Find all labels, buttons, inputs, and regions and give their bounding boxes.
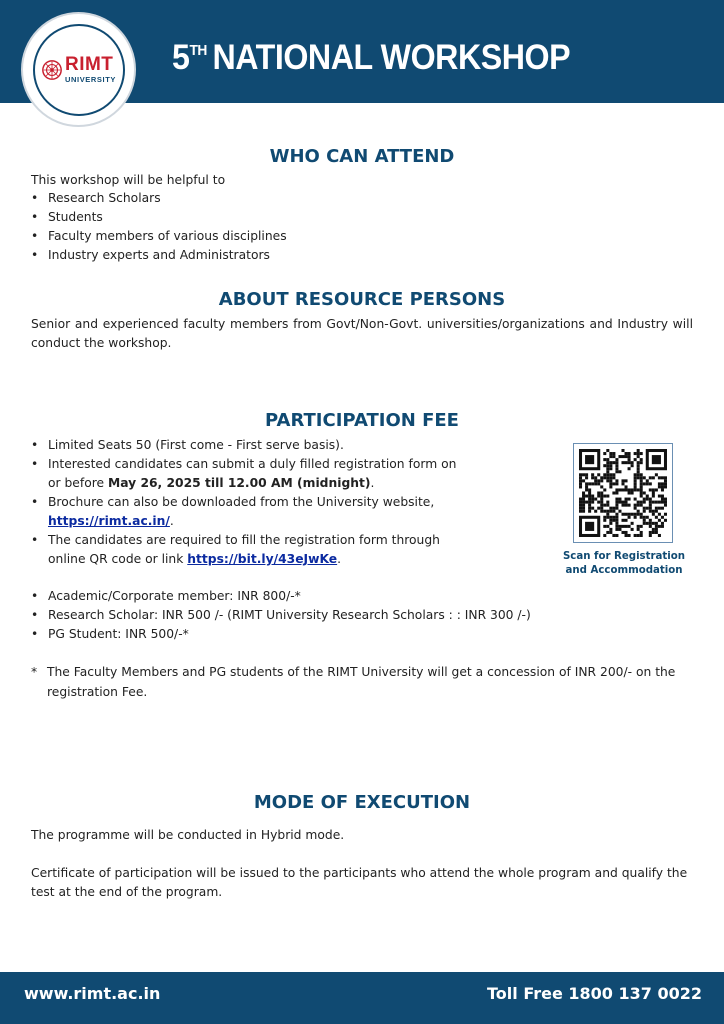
fee-list [31, 587, 691, 644]
who-can-attend-heading: WHO CAN ATTEND [269, 146, 455, 167]
footer-bar [0, 972, 724, 1024]
list-item: • PG Student: INR 500/-* [31, 625, 691, 644]
list-item: • Students [31, 208, 287, 227]
qr-caption: Scan for Registration and Accommodation [562, 551, 686, 576]
logo-sub-text: UNIVERSITY [64, 75, 116, 85]
footer-website[interactable]: www.rimt.ac.in [24, 984, 161, 1003]
attendee-list [31, 189, 287, 265]
deadline-text: May 26, 2025 till 12.00 AM (midnight) [107, 476, 371, 490]
list-item: • Research Scholar: INR 500 /- (RIMT University Research Scholars : : INR 300 /-) [31, 606, 691, 625]
certificate-text: Certificate of participation will be issued to the participants who attend the whole program and qualify the test at the end of the program. [31, 866, 688, 899]
list-item: • Interested candidates can submit a duly filled registration form on or before May 26, 2025 till 12.00 AM (midnight). [31, 455, 463, 493]
participation-fee-heading: PARTICIPATION FEE [265, 410, 459, 431]
list-item: • Limited Seats 50 (First come - First serve basis). [31, 436, 463, 455]
list-item: • Academic/Corporate member: INR 800/-* [31, 587, 691, 606]
list-item: • Research Scholars [31, 189, 287, 208]
list-item: • Industry experts and Administrators [31, 246, 287, 265]
list-item: • Brochure can also be downloaded from the University website, https://rimt.ac.in/. [31, 493, 463, 531]
page-title: 5TH NATIONAL WORKSHOP [172, 38, 571, 77]
footer-phone: Toll Free 1800 137 0022 [487, 984, 702, 1003]
logo-main-text: RIMT [64, 54, 114, 76]
emblem-icon [41, 59, 63, 81]
list-item: • Faculty members of various disciplines [31, 227, 287, 246]
resource-persons-text: Senior and experienced faculty members from Govt/Non-Govt. universities/organizations and Industry will conduct the workshop. [31, 317, 693, 350]
qr-code-icon [579, 449, 667, 537]
mode-text: The programme will be conducted in Hybrid mode. [31, 828, 345, 842]
university-logo [21, 12, 136, 127]
resource-persons-heading: ABOUT RESOURCE PERSONS [218, 289, 506, 310]
who-can-attend-intro: This workshop will be helpful to [31, 173, 226, 187]
list-item: • The candidates are required to fill the registration form through online QR code or link https://bit.ly/43eJwKe. [31, 531, 463, 569]
fee-info-list [31, 436, 463, 569]
mode-of-execution-heading: MODE OF EXECUTION [253, 792, 471, 813]
registration-qr-code[interactable] [573, 443, 673, 543]
university-website-link[interactable]: https://rimt.ac.in/ [48, 514, 170, 528]
registration-link[interactable]: https://bit.ly/43eJwKe [187, 552, 338, 566]
concession-note: * The Faculty Members and PG students of the RIMT University will get a concession of INR 200/- on the registration Fee. [31, 665, 676, 699]
